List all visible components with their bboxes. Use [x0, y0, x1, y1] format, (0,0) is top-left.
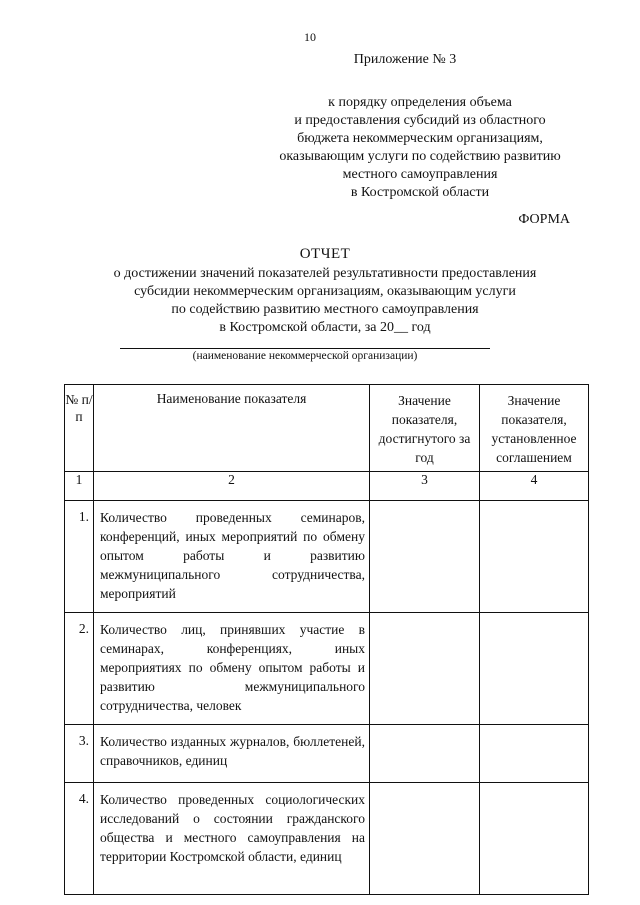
table-row [65, 613, 589, 725]
appendix-line: местного самоуправления [342, 167, 498, 182]
appendix-line: к порядку определения объема [328, 95, 512, 110]
appendix-subtitle [230, 94, 610, 202]
index-cell: 3 [370, 472, 480, 501]
row-agreed-value[interactable] [480, 501, 589, 613]
row-number: 4. [65, 783, 94, 895]
page-number: 10 [304, 30, 316, 44]
row-agreed-value[interactable] [480, 613, 589, 725]
appendix-line: оказывающим услуги по содействию развитию [279, 149, 561, 164]
organization-name-line [120, 348, 490, 349]
index-cell: 1 [65, 472, 94, 501]
row-number: 3. [65, 725, 94, 783]
header-name: Наименование показателя [94, 385, 370, 472]
appendix-title: Приложение № 3 [353, 52, 457, 67]
row-indicator-name: Количество проведенных социологических исследований о состоянии гражданского общества и местного самоуправления на территории Костромской области, единиц [94, 783, 370, 895]
row-agreed-value[interactable] [480, 725, 589, 783]
table-row [65, 501, 589, 613]
organization-name-caption: (наименование некоммерческой организации) [192, 350, 418, 362]
report-line: в Костромской области, за 20__ год [219, 320, 431, 335]
index-cell: 2 [94, 472, 370, 501]
row-achieved-value[interactable] [370, 783, 480, 895]
table-header-row [65, 385, 589, 472]
row-achieved-value[interactable] [370, 613, 480, 725]
row-indicator-name: Количество лиц, принявших участие в семинарах, конференциях, иных мероприятиях по обмену опытом работы и развитию межмуниципального сотрудничества, человек [94, 613, 370, 725]
header-agreed: Значение показателя, установленное соглашением [480, 385, 589, 472]
row-number: 2. [65, 613, 94, 725]
header-achieved: Значение показателя, достигнутого за год [370, 385, 480, 472]
table-row [65, 725, 589, 783]
table-row [65, 783, 589, 895]
row-achieved-value[interactable] [370, 725, 480, 783]
report-line: субсидии некоммерческим организациям, оказывающим услуги [134, 284, 516, 299]
index-cell: 4 [480, 472, 589, 501]
row-achieved-value[interactable] [370, 501, 480, 613]
header-num: № п/п [65, 385, 94, 472]
form-label: ФОРМА [518, 212, 570, 227]
row-number: 1. [65, 501, 94, 613]
row-agreed-value[interactable] [480, 783, 589, 895]
report-line: по содействию развитию местного самоуправления [171, 302, 479, 317]
appendix-line: в Костромской области [350, 185, 490, 200]
row-indicator-name: Количество проведенных семинаров, конференций, иных мероприятий по обмену опытом работы и развитию межмуниципального сотрудничества, мероприятий [94, 501, 370, 613]
appendix-line: и предоставления субсидий из областного [294, 113, 546, 128]
report-line: о достижении значений показателей результативности предоставления [113, 266, 537, 281]
row-indicator-name: Количество изданных журналов, бюллетеней, справочников, единиц [94, 725, 370, 783]
appendix-line: бюджета некоммерческим организациям, [297, 131, 543, 146]
indicators-table [64, 384, 589, 895]
report-title: ОТЧЕТ [299, 246, 351, 262]
report-description [60, 265, 590, 337]
table-index-row [65, 472, 589, 501]
